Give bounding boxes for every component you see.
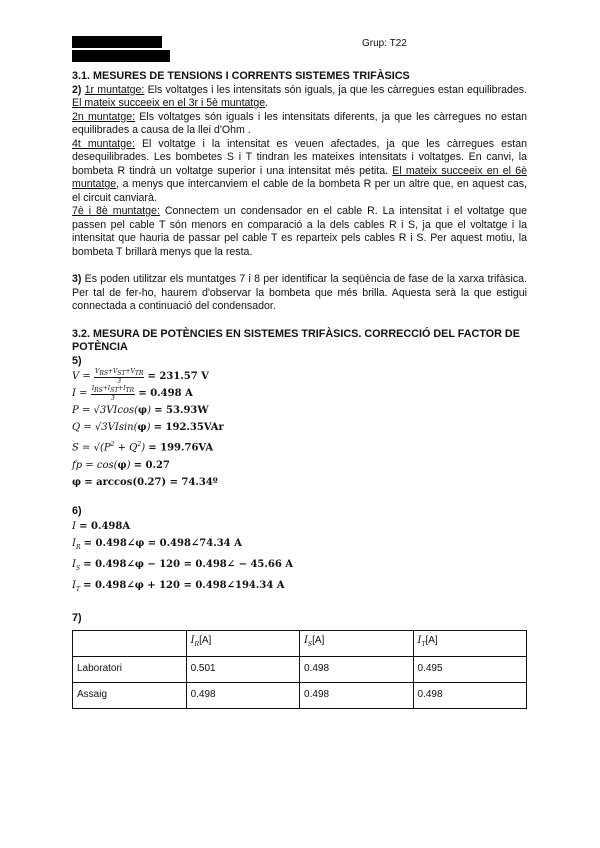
item-6-label: 6) [72,504,82,517]
paragraph-5: 3) Es poden utilitzar els muntatges 7 i 8 per identificar la seqüència de fase de la xarxa trifàsica. Per tal de fer-ho, haurem d'observar la bombeta que més brilla. Aquesta serà la que estigui connectada a continuació del condensador. [72,273,527,312]
equation-block-5 [72,368,527,491]
table-cell: Assaig [73,682,187,708]
table-cell: Laboratori [73,656,187,682]
table-row [73,656,527,682]
redacted-name-bar [72,36,162,48]
equation-apparent-power: $S = √(P^2 + Q^2) = 199.76VA$ [72,441,214,454]
equation-i: I = 0.498A [72,521,131,533]
table-cell: 0.501 [186,656,299,682]
table-cell: 0.498 [300,682,413,708]
item-7-label: 7) [72,612,82,625]
table-header-cell: $I_R[A]$ [186,630,299,656]
table-cell: 0.498 [186,682,299,708]
equation-phase-angle: φ = arccos(0.27) = 74.34º [72,476,218,488]
table-row [73,682,527,708]
redacted-name-bar-2 [72,50,170,62]
equation-reactive-power: Q = √3VIsin(φ) = 192.35VAr [72,422,224,434]
table-header-cell [73,630,187,656]
table-cell: 0.498 [300,656,413,682]
paragraph-4: 7è i 8è muntatge: Connectem un condensador en el cable R. La intensitat i el voltatge que passen pel cable T són menors en comparació a la dels cables R i S, ja que el voltatge i la intensitat que hauria de passar pel cable T es reparteix pels cables R i S. Per aquest motiu, la bombeta T brillarà menys que la resta. [72,205,527,258]
equation-ir: $I_R$ = 0.498∠φ = 0.498∠74.34 A [72,538,242,552]
paragraph-2: 2n muntatge: Els voltatges són iguals i les intensitats diferents, ja que les càrregues no estan equilibrades a causa de la llei d'Ohm . [72,110,527,136]
equation-active-power: P = √3VIcos(φ) = 53.93W [72,405,209,417]
table-header-cell: $I_S[A]$ [300,630,413,656]
equation-voltage: V = $\frac{V_{RS}+V_{ST}+V_{TR}}{3}$ = 231.57 V [72,368,209,386]
table-cell: 0.495 [413,656,527,682]
document-body [72,70,527,709]
equation-is: $I_S$ = 0.498∠φ − 120 = 0.498∠ − 45.66 A [72,559,294,573]
group-label: Grup: T22 [362,38,407,49]
equation-block-6 [72,518,527,598]
paragraph-3: 4t muntatge: El voltatge i la intensitat es veuen afectades, ja que les càrregues estan desequilibrades. Les bombetes S i T tindran les mateixes intensitats i voltatges. En canvi, la bombeta R tindrà un voltatge superior i una intensitat més petita. El mateix succeeix en el 6è muntatge, a menys que intercanviem el cable de la bombeta R per un altre que, en aquest cas, el circuit canviarà. [72,137,527,204]
paragraph-1: 2) 1r muntatge: Els voltatges i les intensitats són iguals, ja que les càrregues estan equilibrades. El mateix succeeix en el 3r i 5è muntatge. [72,83,528,109]
table-cell: 0.498 [413,682,527,708]
table-header-row [73,630,527,656]
section-title-3-2: 3.2. MESURA DE POTÈNCIES EN SISTEMES TRIFÀSICS. CORRECCIÓ DEL FACTOR DE POTÈNCIA [72,327,520,353]
equation-it: $I_T$ = 0.498∠φ + 120 = 0.498∠194.34 A [72,580,285,594]
current-table [72,630,527,709]
equation-power-factor: fp = cos(φ) = 0.27 [72,459,170,471]
table-header-cell: $I_T[A]$ [413,630,527,656]
equation-current: I = $\frac{I_{RS}+I_{ST}+I_{TR}}{3}$ = 0.498 A [72,385,193,403]
section-title-3-1: 3.1. MESURES DE TENSIONS I CORRENTS SISTEMES TRIFÀSICS [72,70,410,82]
item-5-label: 5) [72,354,82,367]
